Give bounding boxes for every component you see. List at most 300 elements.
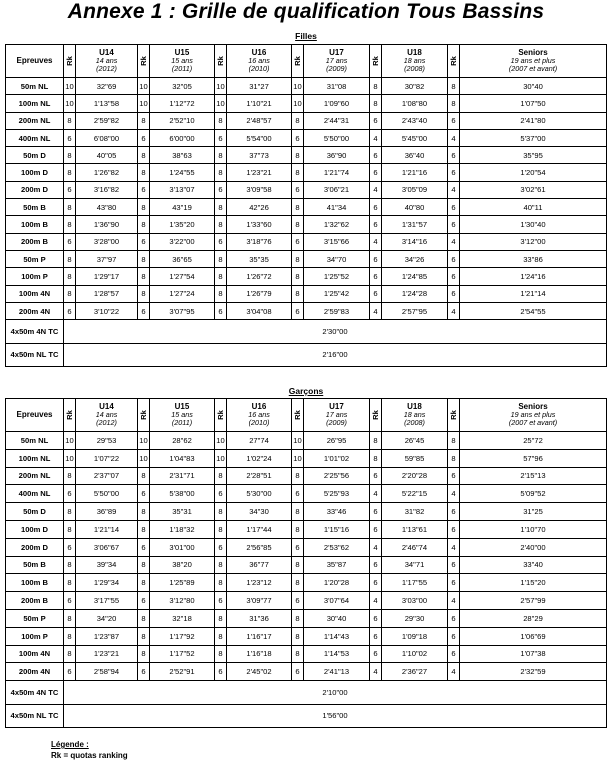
time-value: 1'16"18 [227,645,292,663]
time-value: 1'26"79 [227,285,292,302]
table-row [6,250,607,267]
rk-value: 8 [138,250,150,267]
time-value: 42"26 [227,199,292,216]
time-value: 1'17"92 [150,627,215,645]
rk-value: 6 [292,663,304,681]
rk-value: 8 [64,467,76,485]
rk-value: 4 [370,592,382,610]
time-value: 40"80 [382,199,448,216]
time-value: 1'36"90 [76,216,138,233]
time-value: 31"27 [227,78,292,95]
time-value: 1'35"20 [150,216,215,233]
time-value: 1'16"17 [227,627,292,645]
rk-value: 8 [64,164,76,181]
rk-value: 8 [64,268,76,285]
time-value: 35"95 [460,147,607,164]
header-rk [64,399,76,432]
time-value: 2'56"85 [227,538,292,556]
event-name: 100m B [6,574,64,592]
rk-value: 6 [370,556,382,574]
time-value: 2'58"94 [76,663,138,681]
rk-value: 8 [64,503,76,521]
rk-value: 6 [292,592,304,610]
rk-value: 8 [138,556,150,574]
table-row [6,663,607,681]
time-value: 32"69 [76,78,138,95]
time-value: 1'07"50 [460,95,607,112]
rk-value: 8 [138,199,150,216]
time-value: 5'09"52 [460,485,607,503]
rk-value: 6 [138,233,150,250]
rk-value: 8 [292,645,304,663]
rk-value: 8 [292,147,304,164]
time-value: 43"80 [76,199,138,216]
time-value: 1'27"24 [150,285,215,302]
rk-value: 8 [370,78,382,95]
time-value: 1'13"58 [76,95,138,112]
time-value: 3'17"55 [76,592,138,610]
time-value: 36"40 [382,147,448,164]
time-value: 1'23"21 [76,645,138,663]
header-category [227,45,292,78]
time-value: 35"31 [150,503,215,521]
rk-value: 8 [292,574,304,592]
time-value: 3'02"61 [460,181,607,198]
category-name: U18 [407,402,422,411]
rk-value: 8 [64,216,76,233]
time-value: 31"36 [227,609,292,627]
time-value: 1'10"02 [382,645,448,663]
rk-value: 8 [292,199,304,216]
event-name: 200m NL [6,467,64,485]
rk-value: 8 [138,147,150,164]
event-name: 100m D [6,520,64,538]
time-value: 1'28"57 [76,285,138,302]
table-row [6,147,607,164]
rk-value: 8 [292,112,304,129]
relay-time: 2'10"00 [64,681,607,705]
time-value: 1'21"14 [460,285,607,302]
header-rk [138,45,150,78]
relay-row [6,320,607,344]
time-value: 1'06"69 [460,627,607,645]
rk-value: 8 [215,645,227,663]
time-value: 2'31"71 [150,467,215,485]
rk-value: 8 [370,95,382,112]
event-name: 50m B [6,556,64,574]
time-value: 40"05 [76,147,138,164]
header-rk [215,45,227,78]
category-age: 15 ans [171,410,193,419]
rk-value: 6 [215,485,227,503]
time-value: 1'17"52 [150,645,215,663]
table-row [6,129,607,146]
time-value: 2'46"74 [382,538,448,556]
rk-value: 4 [448,129,460,146]
time-value: 2'57"99 [460,592,607,610]
time-value: 2'32"59 [460,663,607,681]
header-category [460,399,607,432]
rk-value: 6 [448,503,460,521]
rk-value: 8 [215,520,227,538]
rk-value: 6 [138,663,150,681]
time-value: 3'03"00 [382,592,448,610]
time-value: 1'24"16 [460,268,607,285]
header-row [6,45,607,78]
time-value: 1'02"24 [227,449,292,467]
rk-value: 8 [138,645,150,663]
time-value: 1'15"20 [460,574,607,592]
event-name: 50m NL [6,78,64,95]
rk-value: 8 [292,503,304,521]
rk-value: 4 [448,663,460,681]
rk-label: Rk [292,56,302,66]
relay-event-name: 4x50m 4N TC [6,681,64,705]
rk-label: Rk [138,56,148,66]
rk-value: 8 [448,449,460,467]
time-value: 1'10"70 [460,520,607,538]
time-value: 1'25"42 [304,285,370,302]
rk-value: 8 [215,574,227,592]
time-value: 1'21"16 [382,164,448,181]
rk-value: 6 [448,285,460,302]
time-value: 3'16"82 [76,181,138,198]
relay-event-name: 4x50m NL TC [6,343,64,367]
rk-value: 8 [292,268,304,285]
rk-value: 10 [138,95,150,112]
category-name: Seniors [518,48,548,57]
rk-value: 8 [64,556,76,574]
time-value: 26"95 [304,432,370,450]
relay-row [6,343,607,367]
rk-value: 10 [215,95,227,112]
time-value: 1'24"55 [150,164,215,181]
time-value: 1'18"32 [150,520,215,538]
rk-value: 4 [448,592,460,610]
rk-value: 8 [370,432,382,450]
header-rk [215,399,227,432]
rk-value: 8 [215,112,227,129]
time-value: 1'31"57 [382,216,448,233]
rk-value: 8 [64,285,76,302]
rk-value: 8 [215,556,227,574]
time-value: 1'07"22 [76,449,138,467]
category-year: (2010) [248,418,270,427]
category-name: U18 [407,48,422,57]
time-value: 26"45 [382,432,448,450]
time-value: 36"90 [304,147,370,164]
time-value: 1'29"34 [76,574,138,592]
time-value: 31"25 [460,503,607,521]
category-age: 19 ans et plus [510,56,556,65]
header-category [76,399,138,432]
time-value: 25"72 [460,432,607,450]
table-row [6,164,607,181]
rk-value: 10 [292,78,304,95]
time-value: 3'18"76 [227,233,292,250]
time-value: 3'07"95 [150,302,215,319]
rk-value: 10 [138,449,150,467]
time-value: 1'30"40 [460,216,607,233]
category-name: U17 [329,402,344,411]
time-value: 37"73 [227,147,292,164]
time-value: 34"20 [76,609,138,627]
rk-value: 8 [292,520,304,538]
time-value: 5'54"00 [227,129,292,146]
rk-value: 8 [292,467,304,485]
time-value: 1'21"74 [304,164,370,181]
time-value: 2'53"62 [304,538,370,556]
rk-label: Rk [370,56,380,66]
rk-value: 6 [215,129,227,146]
rk-value: 8 [138,164,150,181]
section-title-garcons: Garçons [288,386,324,396]
rk-value: 10 [292,95,304,112]
rk-value: 6 [370,609,382,627]
table-row [6,645,607,663]
event-name: 200m NL [6,112,64,129]
category-age: 17 ans [325,410,348,419]
time-value: 35"87 [304,556,370,574]
table-row [6,233,607,250]
time-value: 43"19 [150,199,215,216]
rk-value: 8 [64,520,76,538]
header-category [76,45,138,78]
header-rk [448,399,460,432]
time-value: 34"71 [382,556,448,574]
event-name: 200m D [6,538,64,556]
time-value: 3'28"00 [76,233,138,250]
time-value: 3'10"22 [76,302,138,319]
rk-value: 4 [448,302,460,319]
rk-value: 8 [64,147,76,164]
rk-value: 8 [215,285,227,302]
category-name: U16 [251,48,267,57]
rk-value: 8 [292,285,304,302]
legend [51,739,128,761]
time-value: 36"65 [150,250,215,267]
event-name: 200m B [6,233,64,250]
rk-value: 8 [64,250,76,267]
rk-value: 6 [370,147,382,164]
rk-value: 8 [138,268,150,285]
rk-value: 6 [138,129,150,146]
table-row [6,302,607,319]
rk-value: 6 [64,181,76,198]
time-value: 1'26"72 [227,268,292,285]
rk-value: 10 [64,78,76,95]
header-rk [448,45,460,78]
time-value: 5'38"00 [150,485,215,503]
rk-value: 8 [138,503,150,521]
rk-value: 4 [448,233,460,250]
time-value: 3'12"80 [150,592,215,610]
table-row [6,503,607,521]
time-value: 1'12"72 [150,95,215,112]
time-value: 1'04"83 [150,449,215,467]
time-value: 2'59"82 [76,112,138,129]
time-value: 1'20"28 [304,574,370,592]
event-name: 50m D [6,147,64,164]
time-value: 1'15"16 [304,520,370,538]
time-value: 1'27"54 [150,268,215,285]
time-value: 1'20"54 [460,164,607,181]
rk-value: 8 [138,520,150,538]
category-age: 15 ans [171,56,193,65]
time-value: 3'13"07 [150,181,215,198]
rk-value: 6 [215,538,227,556]
event-name: 100m NL [6,449,64,467]
table-row [6,556,607,574]
rk-value: 8 [138,609,150,627]
rk-value: 4 [370,485,382,503]
time-value: 3'09"77 [227,592,292,610]
rk-value: 6 [64,538,76,556]
time-value: 1'26"82 [76,164,138,181]
rk-label: Rk [448,56,458,66]
rk-value: 6 [448,147,460,164]
rk-value: 6 [448,627,460,645]
header-rk [370,45,382,78]
table-row [6,432,607,450]
time-value: 5'25"93 [304,485,370,503]
category-year: (2011) [171,418,193,427]
category-name: U17 [329,48,344,57]
rk-label: Rk [292,410,302,420]
rk-label: Rk [448,410,458,420]
time-value: 1'14"43 [304,627,370,645]
rk-value: 6 [138,485,150,503]
rk-value: 10 [292,432,304,450]
rk-value: 8 [64,609,76,627]
rk-value: 8 [292,216,304,233]
rk-label: Rk [215,410,225,420]
rk-value: 6 [370,467,382,485]
rk-value: 8 [138,467,150,485]
table-row [6,609,607,627]
rk-value: 6 [448,609,460,627]
rk-value: 10 [215,78,227,95]
time-value: 38"20 [150,556,215,574]
rk-value: 8 [215,199,227,216]
relay-row [6,681,607,705]
time-value: 5'45"00 [382,129,448,146]
category-age: 16 ans [248,410,270,419]
table-row [6,538,607,556]
time-value: 2'40"00 [460,538,607,556]
time-value: 34"70 [304,250,370,267]
rk-value: 8 [64,627,76,645]
rk-value: 8 [292,556,304,574]
rk-value: 6 [138,592,150,610]
time-value: 2'52"10 [150,112,215,129]
relay-time: 2'16"00 [64,343,607,367]
section-title-filles: Filles [295,31,317,41]
time-value: 2'57"95 [382,302,448,319]
header-rk [292,45,304,78]
category-age: 17 ans [325,56,348,65]
event-name: 50m NL [6,432,64,450]
time-value: 2'48"57 [227,112,292,129]
rk-value: 4 [370,663,382,681]
time-value: 2'54"55 [460,302,607,319]
rk-value: 6 [370,250,382,267]
rk-value: 10 [64,449,76,467]
time-value: 5'50"00 [304,129,370,146]
time-value: 6'00"00 [150,129,215,146]
time-value: 1'14"53 [304,645,370,663]
rk-value: 8 [292,164,304,181]
time-value: 1'29"17 [76,268,138,285]
event-name: 200m 4N [6,663,64,681]
time-value: 1'21"14 [76,520,138,538]
rk-value: 6 [448,199,460,216]
rk-label: Rk [64,410,74,420]
rk-value: 6 [138,181,150,198]
rk-value: 6 [215,181,227,198]
rk-label: Rk [138,410,148,420]
rk-value: 6 [448,645,460,663]
rk-value: 8 [292,250,304,267]
header-category [382,45,448,78]
rk-value: 6 [448,556,460,574]
rk-value: 6 [448,574,460,592]
rk-value: 6 [64,302,76,319]
time-value: 1'10"21 [227,95,292,112]
rk-value: 10 [292,449,304,467]
category-year: (2009) [326,64,347,73]
page-title: Annexe 1 : Grille de qualification Tous Bassins [67,0,545,23]
header-category [460,45,607,78]
rk-value: 10 [64,95,76,112]
rk-value: 6 [292,181,304,198]
rk-value: 8 [215,627,227,645]
rk-value: 10 [215,432,227,450]
relay-time: 2'30"00 [64,320,607,344]
rk-value: 8 [138,216,150,233]
time-value: 1'33"60 [227,216,292,233]
header-epreuves: Epreuves [6,399,64,432]
time-value: 1'17"55 [382,574,448,592]
time-value: 2'52"91 [150,663,215,681]
time-value: 2'45"02 [227,663,292,681]
time-value: 1'24"85 [382,268,448,285]
time-value: 30"40 [460,78,607,95]
rk-value: 4 [448,538,460,556]
rk-value: 6 [370,216,382,233]
time-value: 3'05"09 [382,181,448,198]
time-value: 1'25"89 [150,574,215,592]
rk-value: 6 [370,164,382,181]
category-year: (2008) [404,418,425,427]
time-value: 1'13"61 [382,520,448,538]
rk-value: 6 [370,268,382,285]
rk-value: 6 [138,538,150,556]
rk-value: 6 [448,164,460,181]
time-value: 2'43"40 [382,112,448,129]
time-value: 29"30 [382,609,448,627]
time-value: 30"40 [304,609,370,627]
rk-value: 8 [138,112,150,129]
time-value: 5'50"00 [76,485,138,503]
time-value: 59"85 [382,449,448,467]
event-name: 100m 4N [6,645,64,663]
rk-value: 10 [138,432,150,450]
time-value: 5'30"00 [227,485,292,503]
rk-value: 8 [138,285,150,302]
rk-value: 4 [448,181,460,198]
table-row [6,95,607,112]
